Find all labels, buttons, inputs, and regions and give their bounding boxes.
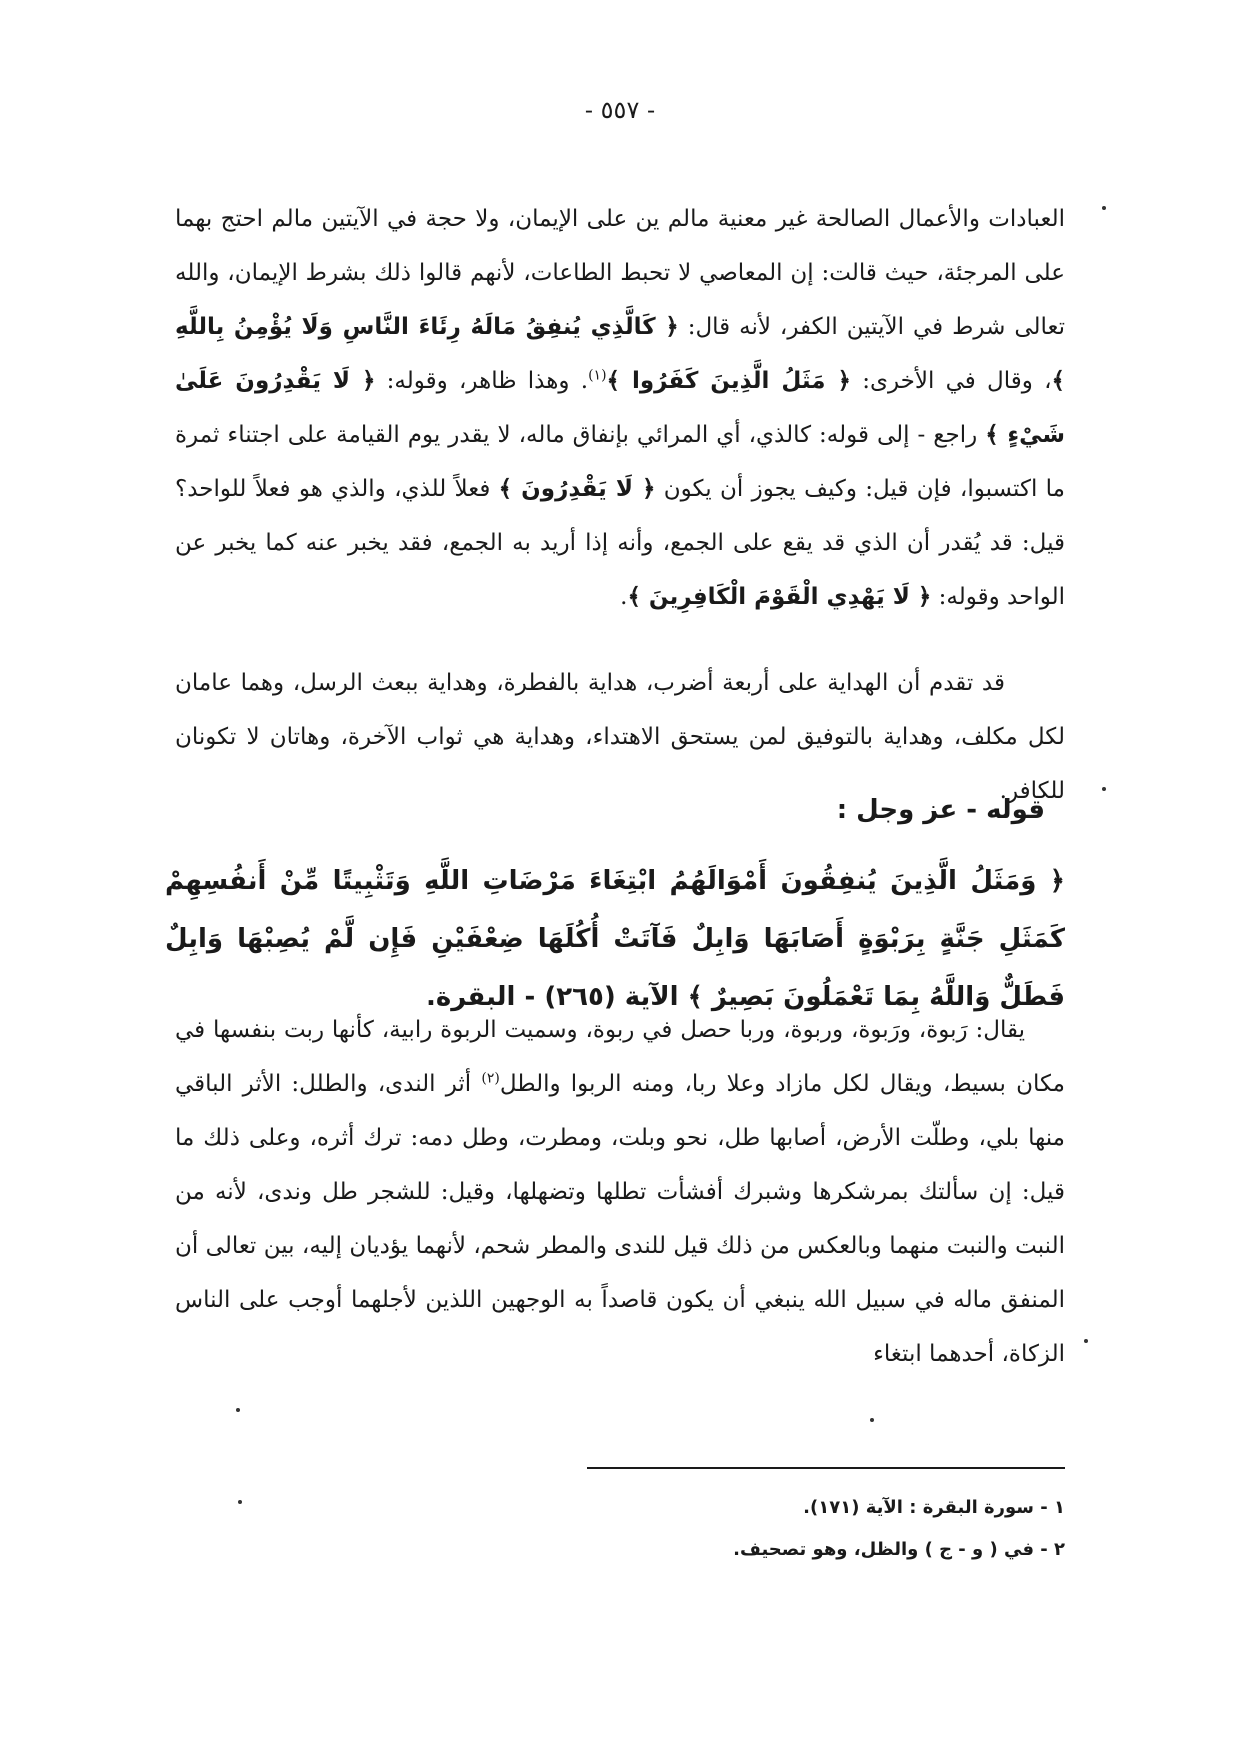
text-line: منهما وبالعكس من ذلك قيل للندى والمطر شحم، لأنهما يؤديان إليه، بين تعالى أن المنفق ماله في xyxy=(175,1233,1066,1313)
paragraph-3 xyxy=(175,1003,1065,1381)
text-line: أريد به الجمع، فقد يخبر عنه كما يخبر عن الواحد وقوله: xyxy=(175,530,1065,610)
footnote-ref: (٢) xyxy=(481,1070,500,1087)
text-line: راجع - إلى قوله: كالذي، أي xyxy=(716,422,986,448)
text-line: فعلاً للذي، والذي هو فعلاً للواحد؟ قيل: قد يُقدر أن الذي قد يقع على الجمع، وأنه إذا xyxy=(175,476,1066,556)
text-line: قد تقدم أن الهداية على أربعة أضرب، هداية بالفطرة، وهداية ببعث الرسل، وهما عامان لكل xyxy=(175,670,1065,750)
text-line: يقال: رَبوة، ورَبوة، وربوة، وربا حصل في ربوة، وسميت الربوة رابية، كأنها ربت بنفسها في xyxy=(175,1017,1025,1043)
text-line: بلي، وطلّت الأرض، أصابها طل، نحو وبلت، ومطرت، وطل دمه: ترك أثره، وعلى ذلك ما قيل: إن xyxy=(175,1125,1065,1205)
page-number: - ٥٥٧ - xyxy=(584,96,656,124)
scan-speck xyxy=(1102,787,1106,791)
quran-quote: ﴿ لَا يَقْدِرُونَ عَلَىٰ شَيْءٍ ﴾ xyxy=(175,368,1065,448)
scan-speck xyxy=(1102,206,1106,210)
footnote-divider xyxy=(587,1467,1065,1469)
text-line: مكان بسيط، ويقال لكل مازاد وعلا ربا، ومنه الربوا والطل xyxy=(499,1071,1066,1097)
text-line: على المرجئة، حيث قالت: إن المعاصي لا تحبط الطاعات، لأنهم قالوا ذلك بشرط الإيمان، والله تعالى xyxy=(175,260,1065,340)
text-line: ، وقال في الأخرى: xyxy=(862,368,1052,394)
text-line: مكلف، وهداية بالتوفيق لمن يستحق الاهتداء، وهداية هي ثواب الآخرة، وهاتان لا تكونان للكافر. xyxy=(175,724,1065,804)
scan-speck xyxy=(870,1418,874,1422)
text-line: سبيل الله ينبغي أن يكون قاصداً به الوجهين اللذين لأجلهما أوجب على الناس الزكاة، أحدهما ابتغاء xyxy=(175,1287,1065,1367)
footnote-1: ١ - سورة البقرة : الآية (١٧١). xyxy=(803,1497,1065,1518)
text-line: . وهذا ظاهر، وقوله: xyxy=(375,368,589,394)
scan-speck xyxy=(238,1500,242,1504)
quran-quote: ﴿ لَا يَهْدِي الْقَوْمَ الْكَافِرِينَ ﴾ xyxy=(627,584,932,610)
verse-line: ﴿ وَمَثَلُ الَّذِينَ يُنفِقُونَ أَمْوَالَهُمُ ابْتِغَاءَ مَرْضَاتِ اللَّهِ وَتَثْبِيتًا مِّنْ أَنفُسِهِمْ كَمَثَلِ جَنَّةٍ بِرَبْوَةٍ أَصَابَهَا وَابِلٌ xyxy=(165,866,1066,954)
paragraph-2 xyxy=(175,656,1065,818)
quran-quote: ﴿ كَالَّذِي يُنفِقُ مَالَهُ رِئَاءَ النَّاسِ وَلَا يُؤْمِنُ بِاللَّهِ ﴾ xyxy=(175,314,1066,394)
section-heading: قوله - عز وجل : xyxy=(836,795,1045,825)
footnote-2: ٢ - في ( و - ج ) والظل، وهو تصحيف. xyxy=(733,1539,1065,1560)
text-line: سألتك بمرشكرها وشبرك أفشأت تطلها وتضهلها، وقيل: للشجر طل وندى، لأنه من النبت والنبت xyxy=(175,1179,1065,1259)
quran-verse xyxy=(165,852,1065,1026)
text-line: شرط في الآيتين الكفر، لأنه قال: xyxy=(678,314,1006,340)
text-line: أثر الندى، والطلل: الأثر الباقي منها xyxy=(175,1071,1065,1151)
quran-quote: ﴿ لَا يَقْدِرُونَ ﴾ xyxy=(498,476,656,502)
text-line: المرائي بإنفاق ماله، لا يقدر يوم القيامة على اجتناء ثمرة ما اكتسبوا، فإن قيل: وكيف يجوز أن يكون xyxy=(175,422,1065,502)
footnote-ref: (١) xyxy=(588,367,607,384)
paragraph-1 xyxy=(175,192,1065,624)
footnotes xyxy=(465,1487,1065,1571)
scan-speck xyxy=(236,1408,240,1412)
text-line: . xyxy=(620,584,628,610)
verse-line: فَآتَتْ أُكُلَهَا ضِعْفَيْنِ فَإِن لَّمْ يُصِبْهَا وَابِلٌ فَطَلٌّ وَاللَّهُ بِمَا تَعْمَلُونَ بَصِيرٌ ﴾ الآية (٢٦٥) - البقرة. xyxy=(165,924,1065,1012)
scan-speck xyxy=(1084,1339,1088,1343)
quran-quote: ﴿ مَثَلُ الَّذِينَ كَفَرُوا ﴾ xyxy=(606,368,851,394)
text-line: العبادات والأعمال الصالحة غير معنية مالم ين على الإيمان، ولا حجة في الآيتين مالم احتج بهما xyxy=(175,206,1065,232)
